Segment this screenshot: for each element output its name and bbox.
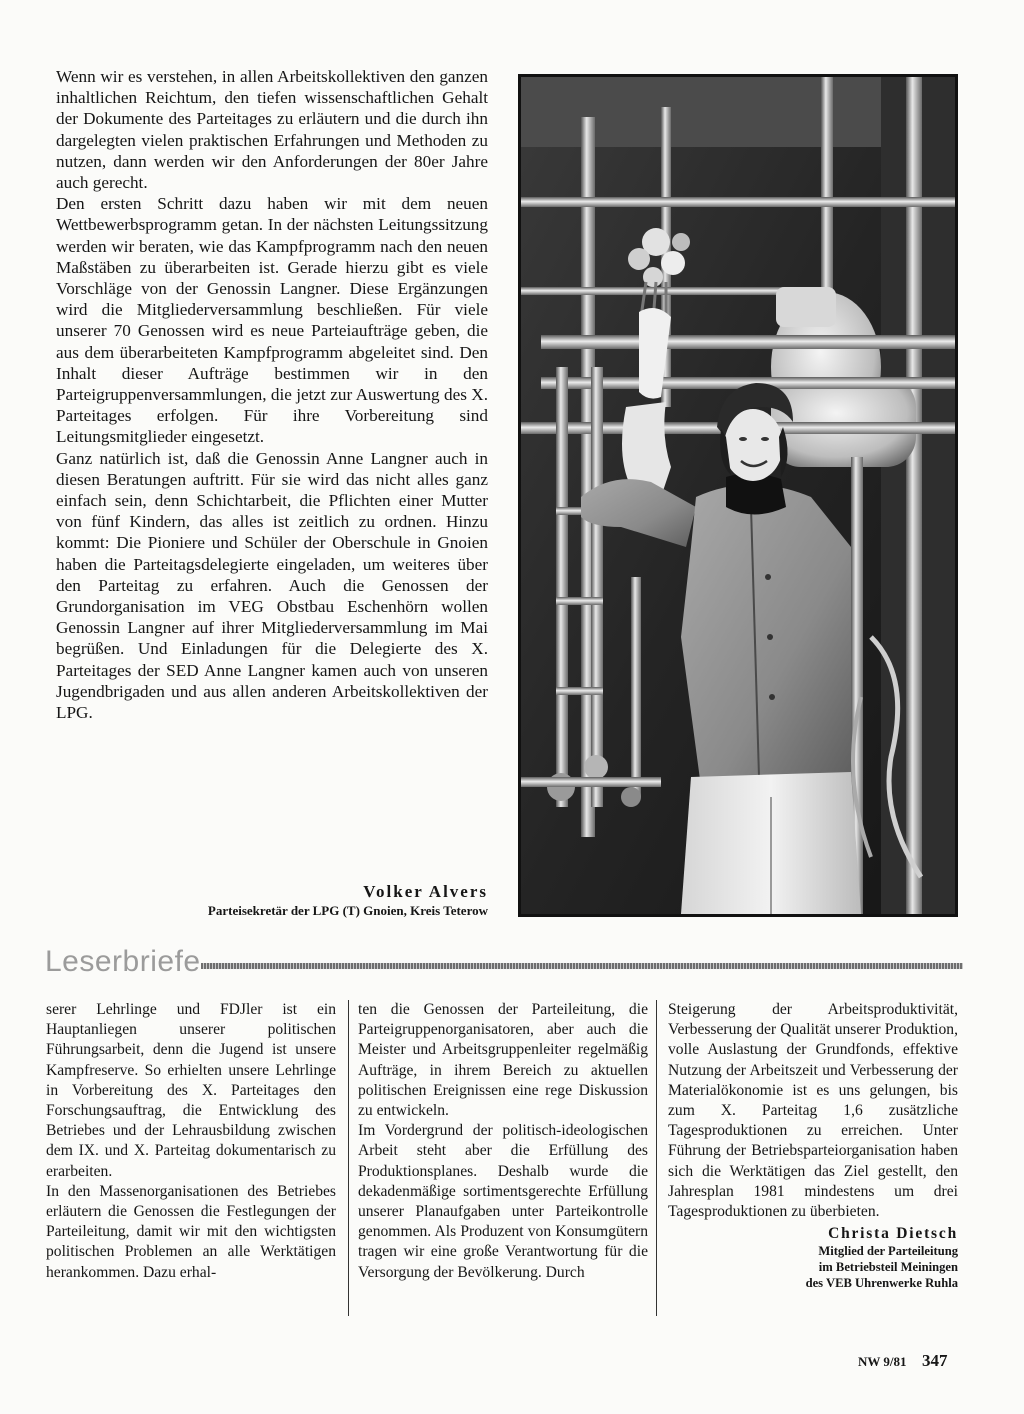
letter-author-role-2: im Betriebsteil Meiningen — [818, 1260, 958, 1275]
letter-author-role-1: Mitglied der Parteileitung — [818, 1244, 958, 1259]
photo-woman-milking-parlor — [518, 74, 958, 917]
letter-author-role-3: des VEB Uhrenwerke Ruhla — [805, 1276, 958, 1291]
letter-column-3 — [668, 1000, 958, 1291]
letter-paragraph: serer Lehrlinge und FDJler ist ein Hauptanliegen unserer politischen Führungsarbeit, denn die Jugend ist unsere Kampfreserve. So erhielten unsere Lehrlinge in Vorbereitung des X. Parteitages den Forschungsauftrag, die Entwicklung des Betriebes und der Lehrausbildung zwischen dem IX. und X. Parteitag dokumentarisch zu erarbeiten. — [46, 1001, 336, 1180]
letter-paragraph: Steigerung der Arbeitsproduktivität, Verbesserung der Qualität unserer Produktion, volle Auslastung der Grundfonds, effektive Nutzung der Arbeitszeit und Verbesserung der Materialökonomie ist es uns gelungen, bis zum X. Parteitag 1,6 zusätzliche Tagesproduktionen zu erreichen. Unter Führung der Betriebsparteiorganisation haben sich die Werktätigen das Ziel gestellt, den Jahresplan 1981 mindestens um drei Tagesproduktionen zu überbieten. — [668, 1001, 958, 1221]
issue-label: NW 9/81 — [858, 1354, 907, 1369]
article-paragraph: Den ersten Schritt dazu haben wir mit dem neuen Wettbewerbsprogramm getan. In der nächsten Leitungssitzung werden wir beraten, wie das Kampfprogramm nach den neuen Maßstäben zu überarbeiten ist. Gerade hierzu gibt es viele Vorschläge von der Genossin Langner. Diese Ergänzungen wird die Mitgliederversammlung beschließen. Für viele unserer 70 Genossen wird es neue Parteiaufträge geben, die aus dem überarbeiteten Kampfprogramm abgeleitet sind. Den Inhalt dieser Aufträge bestimmen wir in den Parteigruppenversammlungen, die jetzt zur Auswertung des X. Parteitages erfolgen. Für ihre Vorbereitung sind Leitungsmitglieder eingesetzt. — [56, 194, 488, 447]
section-divider — [201, 963, 963, 969]
column-divider — [656, 1000, 657, 1316]
author-name: Volker Alvers — [363, 882, 488, 901]
article-signature — [56, 882, 488, 919]
article-paragraph: Wenn wir es verstehen, in allen Arbeitskollektiven den ganzen inhaltlichen Reichtum, den tiefen wissenschaftlichen Gehalt der Dokumente des Parteitages zu erläutern und die durch ihn dargelegten vielen praktischen Erfahrungen und Methoden zu nutzen, dann werden wir den Anforderungen der 80er Jahre auch gerecht. — [56, 67, 488, 193]
letter-column-2 — [358, 1000, 648, 1283]
letter-paragraph: In den Massenorganisationen des Betriebes erläutern die Genossen die Festlegungen der Parteileitung, damit wir mit den wichtigsten politischen Problemen an alle Werktätigen herankommen. Dazu erhal- — [46, 1182, 336, 1281]
author-role: Parteisekretär der LPG (T) Gnoien, Kreis Teterow — [207, 903, 488, 918]
letter-signature — [668, 1224, 958, 1291]
column-divider — [348, 1000, 349, 1316]
letter-paragraph: ten die Genossen der Parteileitung, die Parteigruppenorganisatoren, aber auch die Meister und Arbeitsgruppenleiter regelmäßig Aufträge, in ihrem Bereich zu aktuellen politischen Ereignissen eine rege Diskussion zu entwickeln. — [358, 1001, 648, 1120]
page-number: 347 — [922, 1351, 948, 1370]
letter-author-name: Christa Dietsch — [828, 1225, 958, 1243]
letter-column-1 — [46, 1000, 336, 1283]
photo-illustration — [521, 77, 955, 914]
letter-paragraph: Im Vordergrund der politisch-ideologischen Arbeit steht aber die Erfüllung des Produktionsplanes. Deshalb wurde die dekadenmäßige sortimentsgerechte Erfüllung unserer Planaufgaben unter Parteikontrolle genommen. Als Produzent von Konsumgütern tragen wir eine große Verantwortung für die Versorgung der Bevölkerung. Durch — [358, 1122, 648, 1281]
article-paragraph: Ganz natürlich ist, daß die Genossin Anne Langner auch in diesen Beratungen auftritt. Für sie wird das nicht alles ganz einfach sein, denn Schichtarbeit, die Pflichten einer Mutter von fünf Kindern, das alles ist zeitlich zu ordnen. Hinzu kommt: Die Pioniere und Schüler der Oberschule in Gnoien haben die Parteitagsdelegierte eingeladen, um weiteres über den Parteitag zu erfahren. Auch die Genossen der Grundorganisation im VEG Obstbau Eschenhörn wollen Genossin Langner auf ihrer Mitgliederversammlung im Mai begrüßen. Und Einladungen für die Delegierte des X. Parteitages der SED Anne Langner kamen auch von unseren Jugendbrigaden und aus allen anderen Arbeitskollektiven der LPG. — [56, 448, 488, 723]
article-body — [56, 66, 488, 723]
section-title: Leserbriefe — [45, 945, 201, 978]
section-header — [45, 945, 963, 981]
